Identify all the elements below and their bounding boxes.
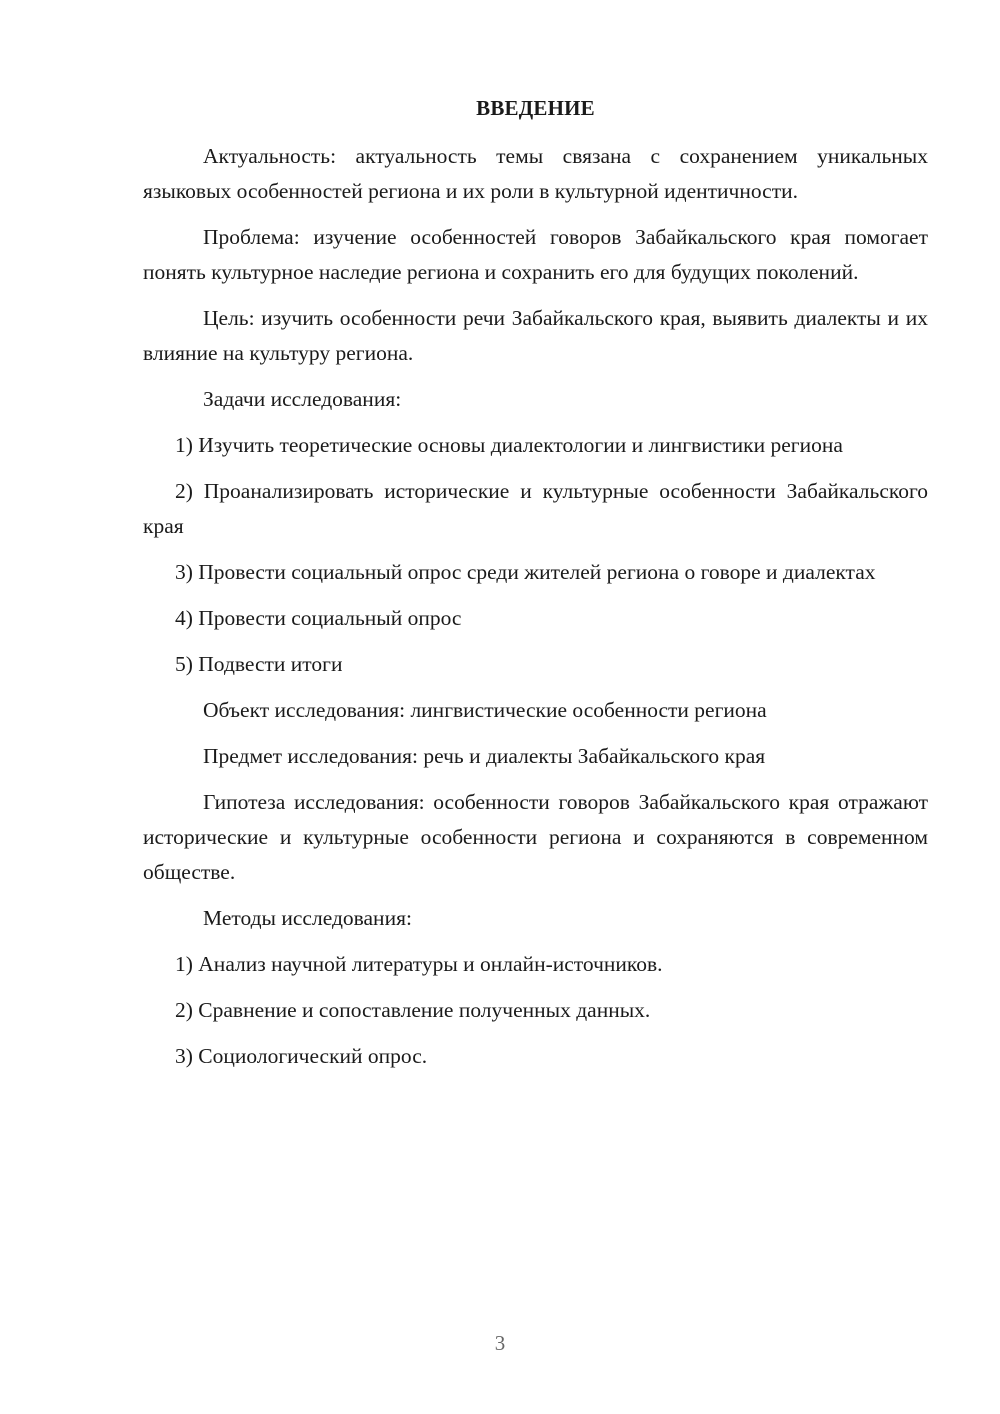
problem-paragraph: Проблема: изучение особенностей говоров Забайкальского края помогает понять культурное наследие региона и сохранить его для будущих поколений. xyxy=(143,225,928,284)
method-item-3: 3) Социологический опрос. xyxy=(175,1044,428,1068)
task-item-2: 2) Проанализировать исторические и культурные особенности Забайкальского края xyxy=(143,479,928,538)
task-item-5: 5) Подвести итоги xyxy=(175,652,343,676)
goal-paragraph: Цель: изучить особенности речи Забайкальского края, выявить диалекты и их влияние на культуру региона. xyxy=(143,306,928,365)
subject-paragraph: Предмет исследования: речь и диалекты Забайкальского края xyxy=(203,744,766,768)
document-page xyxy=(143,88,928,1085)
task-item-3: 3) Провести социальный опрос среди жителей региона о говоре и диалектах xyxy=(175,560,876,584)
method-item-2: 2) Сравнение и сопоставление полученных данных. xyxy=(175,998,651,1022)
task-item-4: 4) Провести социальный опрос xyxy=(175,606,462,630)
tasks-heading: Задачи исследования: xyxy=(203,387,402,411)
method-item-1: 1) Анализ научной литературы и онлайн-источников. xyxy=(175,952,663,976)
section-title: ВВЕДЕНИЕ xyxy=(476,96,595,120)
object-paragraph: Объект исследования: лингвистические особенности региона xyxy=(203,698,767,722)
page-number: 3 xyxy=(494,1331,506,1355)
hypothesis-paragraph: Гипотеза исследования: особенности говоров Забайкальского края отражают исторические и культурные особенности региона и сохраняются в современном обществе. xyxy=(143,790,928,884)
methods-heading: Методы исследования: xyxy=(203,906,412,930)
relevance-paragraph: Актуальность: актуальность темы связана с сохранением уникальных языковых особенностей региона и их роли в культурной идентичности. xyxy=(143,144,928,203)
task-item-1: 1) Изучить теоретические основы диалектологии и лингвистики региона xyxy=(175,433,843,457)
